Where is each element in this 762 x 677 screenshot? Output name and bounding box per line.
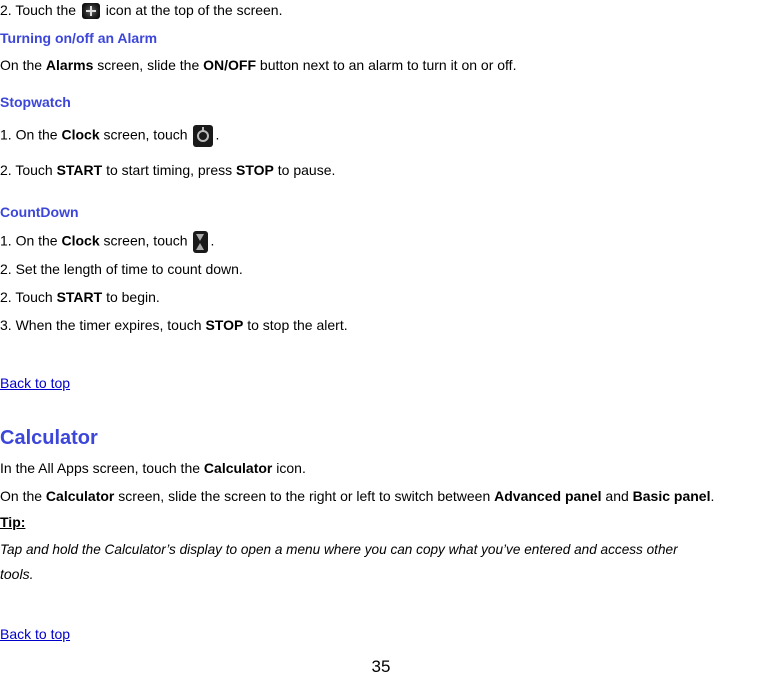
calculator-line-2 <box>0 487 714 505</box>
bold-text: START <box>56 162 103 178</box>
text: On the <box>0 488 46 504</box>
bold-text: Advanced panel <box>494 488 602 504</box>
alarm-step-2 <box>0 1 282 19</box>
tip-label: Tip: <box>0 514 26 530</box>
text: 3. When the timer expires, touch <box>0 317 206 333</box>
text: to start timing, press <box>102 162 237 178</box>
text: . <box>710 488 715 504</box>
page-number: 35 <box>371 657 391 676</box>
text: 1. On the <box>0 232 62 249</box>
bold-text: START <box>56 289 103 305</box>
text: 1. On the <box>0 126 62 143</box>
countdown-step-4 <box>0 316 348 334</box>
back-to-top-link[interactable]: Back to top <box>0 626 71 642</box>
text: 2. Touch <box>0 289 57 305</box>
bold-text: Calculator <box>203 460 273 476</box>
onoff-instruction <box>0 56 516 74</box>
back-to-top-link[interactable]: Back to top <box>0 375 71 391</box>
text: . <box>210 232 215 249</box>
bold-text: ON/OFF <box>203 57 257 73</box>
onoff-heading: Turning on/off an Alarm <box>0 30 158 46</box>
stopwatch-icon <box>193 125 213 147</box>
countdown-heading: CountDown <box>0 204 79 220</box>
countdown-step-1 <box>0 231 214 253</box>
bold-text: Calculator <box>45 488 115 504</box>
text: to stop the alert. <box>243 317 348 333</box>
text: to begin. <box>102 289 160 305</box>
calculator-line-1 <box>0 459 306 477</box>
bold-text: STOP <box>205 317 244 333</box>
add-icon <box>82 3 100 19</box>
bold-text: Alarms <box>45 57 94 73</box>
text: and <box>601 488 633 504</box>
text: 2. Touch the <box>0 2 80 18</box>
text: icon. <box>272 460 306 476</box>
text: On the <box>0 57 46 73</box>
text: screen, touch <box>99 126 192 143</box>
bold-text: Basic panel <box>632 488 711 504</box>
bold-text: Clock <box>61 232 100 249</box>
countdown-step-3 <box>0 288 160 306</box>
text: screen, touch <box>99 232 192 249</box>
stopwatch-step-1 <box>0 125 219 147</box>
hourglass-icon <box>193 231 208 253</box>
bold-text: Clock <box>61 126 100 143</box>
stopwatch-step-2 <box>0 161 335 179</box>
bold-text: STOP <box>236 162 274 178</box>
text: to pause. <box>273 162 336 178</box>
text: button next to an alarm to turn it on or off. <box>256 57 517 73</box>
tip-text-line-2: tools. <box>0 566 34 582</box>
tip-text-line-1: Tap and hold the Calculator’s display to open a menu where you can copy what you’ve entered and access other <box>0 542 678 557</box>
calculator-heading: Calculator <box>0 427 98 449</box>
text: 2. Touch <box>0 162 57 178</box>
stopwatch-heading: Stopwatch <box>0 94 71 110</box>
countdown-step-2: 2. Set the length of time to count down. <box>0 261 243 277</box>
text: screen, slide the screen to the right or left to switch between <box>114 488 495 504</box>
text: screen, slide the <box>93 57 204 73</box>
text: In the All Apps screen, touch the <box>0 460 204 476</box>
text: icon at the top of the screen. <box>101 2 283 18</box>
text: . <box>215 126 220 143</box>
